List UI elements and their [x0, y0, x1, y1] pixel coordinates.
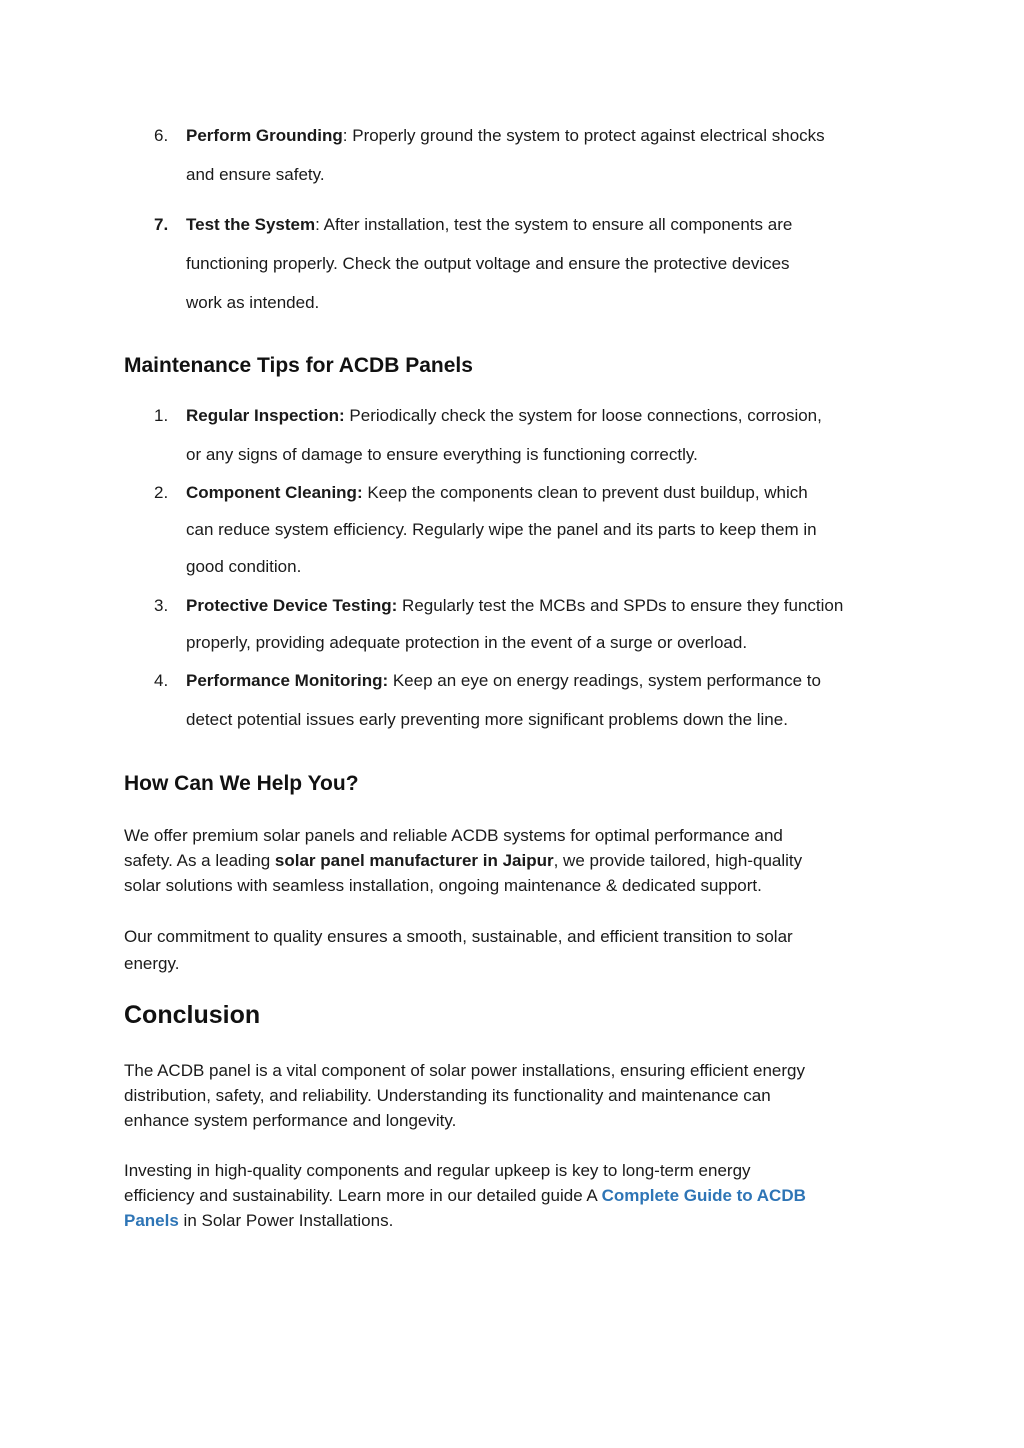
- section-heading-conclusion: Conclusion: [124, 1001, 261, 1029]
- step-text: functioning properly. Check the output voltage and ensure the protective devices: [186, 254, 790, 273]
- acdb-guide-link-continued[interactable]: Panels: [124, 1211, 179, 1230]
- item-title: Protective Device Testing:: [186, 596, 398, 615]
- step-title: Perform Grounding: [186, 126, 343, 145]
- item-text: can reduce system efficiency. Regularly wipe the panel and its parts to keep them in: [186, 520, 817, 539]
- help-paragraph-2: [124, 923, 904, 977]
- item-text: Periodically check the system for loose connections, corrosion,: [344, 406, 822, 425]
- item-text: good condition.: [186, 557, 302, 576]
- conclusion-paragraph-2: [124, 1158, 904, 1233]
- item-text: properly, providing adequate protection in the event of a surge or overload.: [186, 633, 748, 652]
- paragraph-line: solar solutions with seamless installation, ongoing maintenance & dedicated support.: [124, 876, 762, 895]
- paragraph-line: We offer premium solar panels and reliable ACDB systems for optimal performance and: [124, 826, 783, 845]
- paragraph-text: safety. As a leading: [124, 851, 275, 870]
- paragraph-text: , we provide tailored, high-quality: [553, 851, 803, 870]
- step-number: 6.: [154, 126, 169, 145]
- item-text: Regularly test the MCBs and SPDs to ensure they function: [397, 596, 844, 615]
- paragraph-line: Our commitment to quality ensures a smooth, sustainable, and efficient transition to solar: [124, 927, 793, 946]
- step-text: : Properly ground the system to protect against electrical shocks: [342, 126, 825, 145]
- step-text: work as intended.: [186, 293, 320, 312]
- paragraph-line: The ACDB panel is a vital component of solar power installations, ensuring efficient energy: [124, 1061, 806, 1080]
- step-text: and ensure safety.: [186, 165, 325, 184]
- section-heading-maintenance: Maintenance Tips for ACDB Panels: [124, 354, 473, 377]
- paragraph-text: efficiency and sustainability. Learn more in our detailed guide A: [124, 1186, 602, 1205]
- keyword-text: solar panel manufacturer in Jaipur: [274, 851, 554, 870]
- item-number: 4.: [154, 671, 169, 690]
- help-paragraph-1: [124, 823, 904, 898]
- item-number: 2.: [154, 483, 169, 502]
- item-text: detect potential issues early preventing more significant problems down the line.: [186, 710, 788, 729]
- item-title: Performance Monitoring:: [186, 671, 389, 690]
- paragraph-line: Investing in high-quality components and regular upkeep is key to long-term energy: [124, 1161, 751, 1180]
- paragraph-text: in Solar Power Installations.: [178, 1211, 394, 1230]
- item-number: 1.: [154, 406, 169, 425]
- conclusion-paragraph-1: [124, 1058, 904, 1133]
- item-number: 3.: [154, 596, 169, 615]
- section-heading-help: How Can We Help You?: [124, 772, 359, 795]
- paragraph-line: distribution, safety, and reliability. Understanding its functionality and maintenance can: [124, 1086, 771, 1105]
- paragraph-line: energy.: [124, 954, 180, 973]
- item-text: or any signs of damage to ensure everything is functioning correctly.: [186, 445, 698, 464]
- item-text: Keep an eye on energy readings, system performance to: [388, 671, 821, 690]
- step-text: : After installation, test the system to ensure all components are: [315, 215, 793, 234]
- step-number: 7.: [154, 215, 169, 234]
- item-title: Component Cleaning:: [186, 483, 363, 502]
- step-title: Test the System: [186, 215, 316, 234]
- item-text: Keep the components clean to prevent dust buildup, which: [362, 483, 808, 502]
- item-title: Regular Inspection:: [186, 406, 345, 425]
- acdb-guide-link[interactable]: Complete Guide to ACDB: [601, 1186, 806, 1205]
- paragraph-line: enhance system performance and longevity.: [124, 1111, 457, 1130]
